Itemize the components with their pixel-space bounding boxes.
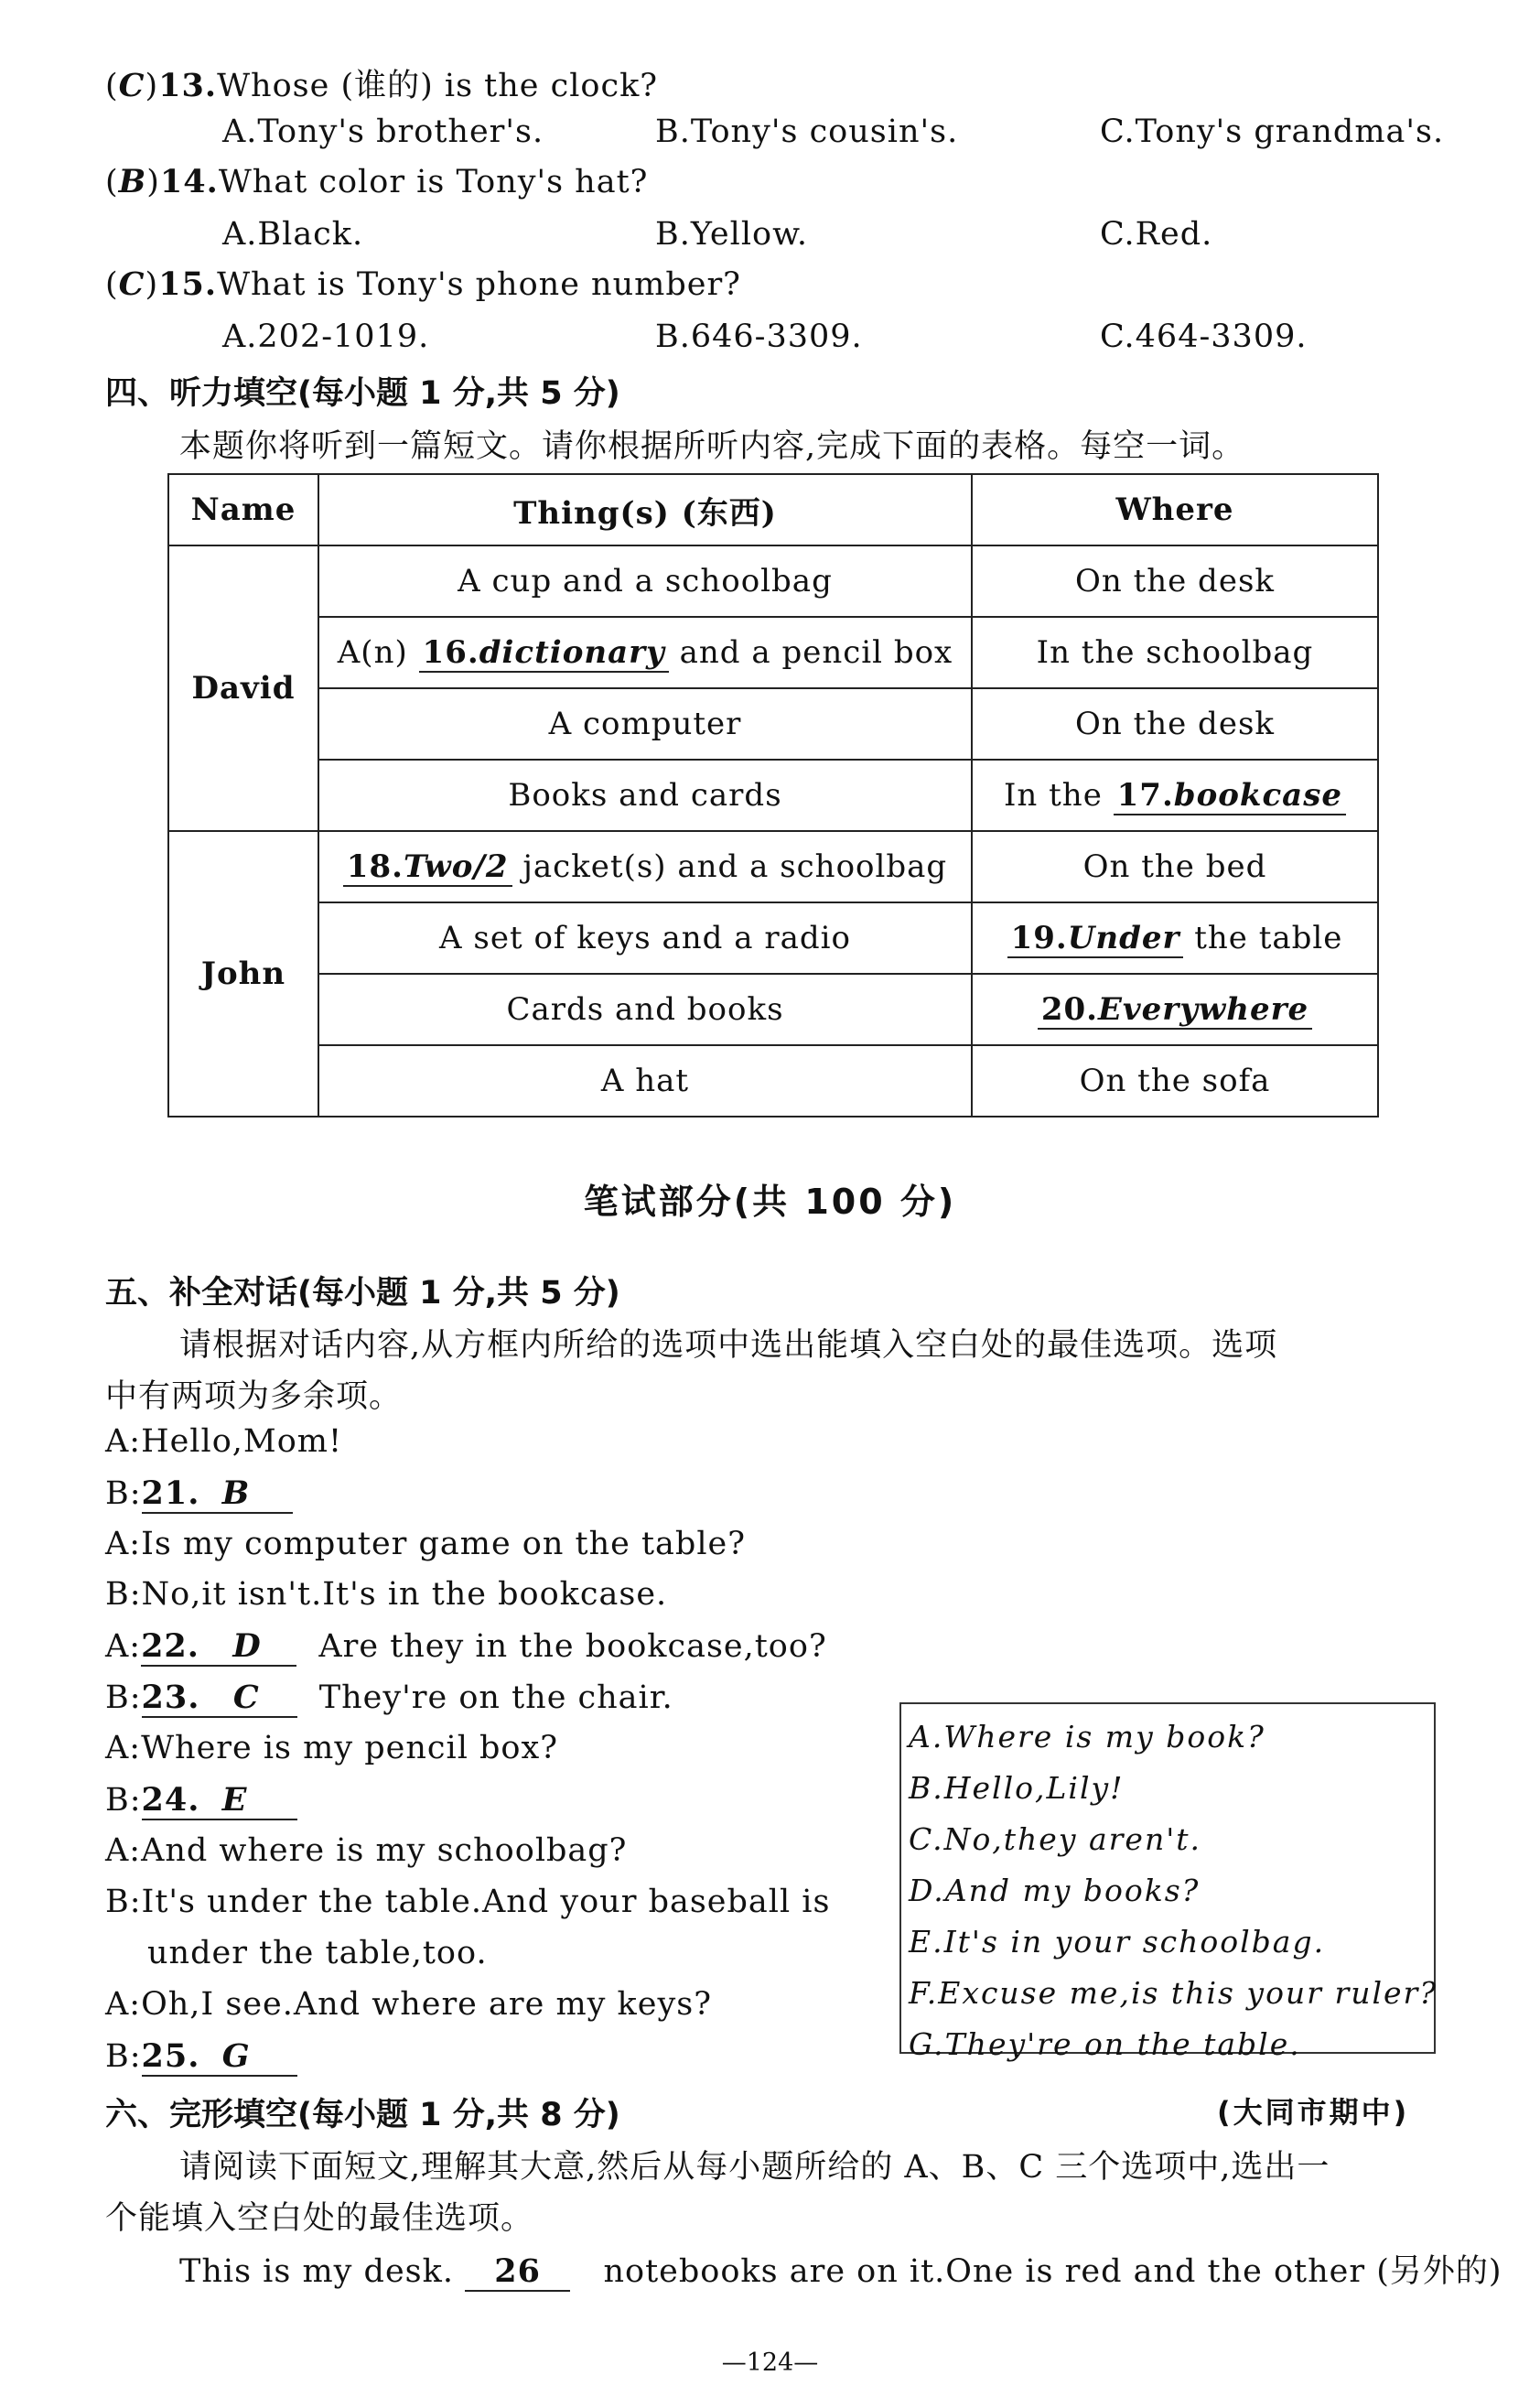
header-where: Where — [972, 474, 1378, 545]
cell-text: A(n) — [337, 634, 408, 671]
section5-title: 五、补全对话(每小题 1 分,共 5 分) — [105, 1275, 620, 1312]
section5-instruction-1: 请根据对话内容,从方框内所给的选项中选出能填入空白处的最佳选项。选项 — [179, 1327, 1278, 1364]
dialogue-line: B:24. E — [105, 1781, 297, 1820]
dialogue-line: B:23. C They're on the chair. — [105, 1679, 673, 1716]
options-box — [899, 1702, 1438, 2062]
question-13 — [105, 60, 658, 106]
where-cell: On the bed — [972, 831, 1378, 902]
table-row — [168, 1045, 1378, 1117]
question-text: Whose (谁的) is the clock? — [217, 68, 659, 104]
blank-23: 23. C — [142, 1679, 297, 1718]
passage-line: This is my desk. 26 notebooks are on it.One is red and the other (另外的) — [179, 2252, 1502, 2290]
blank-19: 19.Under — [1007, 920, 1184, 958]
section4-title: 四、听力填空(每小题 1 分,共 5 分) — [105, 375, 620, 412]
table-row — [168, 617, 1378, 688]
q15-option-a: A.202-1019. — [222, 319, 430, 355]
name-john: John — [168, 831, 318, 1117]
thing-cell: A hat — [318, 1045, 972, 1117]
dialogue-line: A:Hello,Mom! — [105, 1423, 343, 1460]
section4-instruction: 本题你将听到一篇短文。请你根据所听内容,完成下面的表格。每空一词。 — [179, 428, 1245, 465]
section6-instruction-2: 个能填入空白处的最佳选项。 — [105, 2200, 534, 2237]
q13-option-b: B.Tony's cousin's. — [655, 113, 959, 150]
thing-cell: Cards and books — [318, 974, 972, 1045]
header-things: Thing(s) (东西) — [318, 474, 972, 545]
section6-source: (大同市期中) — [1217, 2095, 1410, 2130]
q14-option-b: B.Yellow. — [655, 216, 809, 253]
thing-cell — [318, 831, 972, 902]
blank-25: 25. G — [142, 2037, 297, 2077]
listening-table — [167, 473, 1379, 1118]
question-number: 15. — [158, 265, 218, 303]
q15-option-b: B.646-3309. — [655, 319, 863, 355]
page-number: —124— — [721, 2348, 819, 2377]
option-c: C.No,they aren't. — [909, 1821, 1202, 1857]
where-cell: On the desk — [972, 545, 1378, 617]
thing-cell: A set of keys and a radio — [318, 902, 972, 974]
dialogue-line: B:No,it isn't.It's in the bookcase. — [105, 1576, 668, 1613]
where-cell: In the schoolbag — [972, 617, 1378, 688]
q14-option-a: A.Black. — [222, 216, 364, 253]
dialogue-line: B:25. G — [105, 2037, 297, 2077]
question-number: 13. — [158, 67, 218, 104]
where-cell — [972, 974, 1378, 1045]
thing-cell: Books and cards — [318, 760, 972, 831]
where-cell: On the desk — [972, 688, 1378, 760]
section6-title: 六、完形填空(每小题 1 分,共 8 分) — [105, 2097, 620, 2133]
blank-26: 26 — [465, 2252, 570, 2292]
option-a: A.Where is my book? — [909, 1719, 1265, 1755]
section5-instruction-2: 中有两项为多余项。 — [105, 1378, 403, 1415]
option-b: B.Hello,Lily! — [909, 1770, 1125, 1806]
q13-option-a: A.Tony's brother's. — [222, 113, 544, 150]
thing-cell — [318, 617, 972, 688]
question-number: 14. — [159, 163, 219, 200]
blank-16: 16.dictionary — [419, 634, 669, 673]
option-f: F.Excuse me,is this your ruler? — [909, 1975, 1438, 2011]
dialogue-line: A:Oh,I see.And where are my keys? — [105, 1986, 712, 2023]
q13-option-c: C.Tony's grandma's. — [1100, 113, 1445, 150]
table-row — [168, 545, 1378, 617]
thing-cell: A cup and a schoolbag — [318, 545, 972, 617]
question-14 — [105, 163, 648, 200]
option-d: D.And my books? — [909, 1873, 1201, 1908]
cell-text: and a pencil box — [679, 634, 953, 671]
section6-instruction-1: 请阅读下面短文,理解其大意,然后从每小题所给的 A、B、C 三个选项中,选出一 — [179, 2149, 1330, 2186]
blank-17: 17.bookcase — [1114, 777, 1346, 815]
table-row — [168, 688, 1378, 760]
answer-paren: (C) — [105, 67, 159, 104]
dialogue-line: A:22. D Are they in the bookcase,too? — [105, 1627, 827, 1665]
table-header-row — [168, 474, 1378, 545]
dialogue-line: A:Is my computer game on the table? — [105, 1526, 746, 1562]
blank-22: 22. D — [141, 1627, 296, 1667]
question-15 — [105, 265, 741, 303]
dialogue-line: B:It's under the table.And your baseball is — [105, 1884, 831, 1920]
blank-20: 20.Everywhere — [1038, 991, 1312, 1030]
blank-18: 18.Two/2 — [343, 848, 512, 887]
option-g: G.They're on the table. — [909, 2026, 1301, 2062]
table-row — [168, 974, 1378, 1045]
cell-text: the table — [1194, 920, 1343, 956]
where-cell — [972, 760, 1378, 831]
dialogue-line: A:Where is my pencil box? — [105, 1730, 558, 1766]
answer-paren: (C) — [105, 265, 159, 303]
answer-paren: (B) — [105, 163, 160, 200]
where-cell — [972, 902, 1378, 974]
written-part-title: 笔试部分(共 100 分) — [583, 1182, 957, 1222]
header-name: Name — [168, 474, 318, 545]
question-text: What color is Tony's hat? — [218, 164, 649, 200]
question-text: What is Tony's phone number? — [217, 266, 741, 303]
blank-24: 24. E — [142, 1781, 297, 1820]
where-cell: On the sofa — [972, 1045, 1378, 1117]
dialogue-line: A:And where is my schoolbag? — [105, 1832, 628, 1869]
q15-option-c: C.464-3309. — [1100, 319, 1308, 355]
name-david: David — [168, 545, 318, 831]
q14-option-c: C.Red. — [1100, 216, 1213, 253]
cell-text: jacket(s) and a schoolbag — [522, 848, 948, 885]
thing-cell: A computer — [318, 688, 972, 760]
table-row — [168, 760, 1378, 831]
dialogue-line: under the table,too. — [147, 1935, 488, 1971]
cell-text: In the — [1004, 777, 1103, 814]
blank-21: 21. B — [142, 1474, 293, 1514]
table-row — [168, 831, 1378, 902]
dialogue-line: B:21. B — [105, 1474, 293, 1514]
option-e: E.It's in your schoolbag. — [909, 1924, 1326, 1960]
table-row — [168, 902, 1378, 974]
